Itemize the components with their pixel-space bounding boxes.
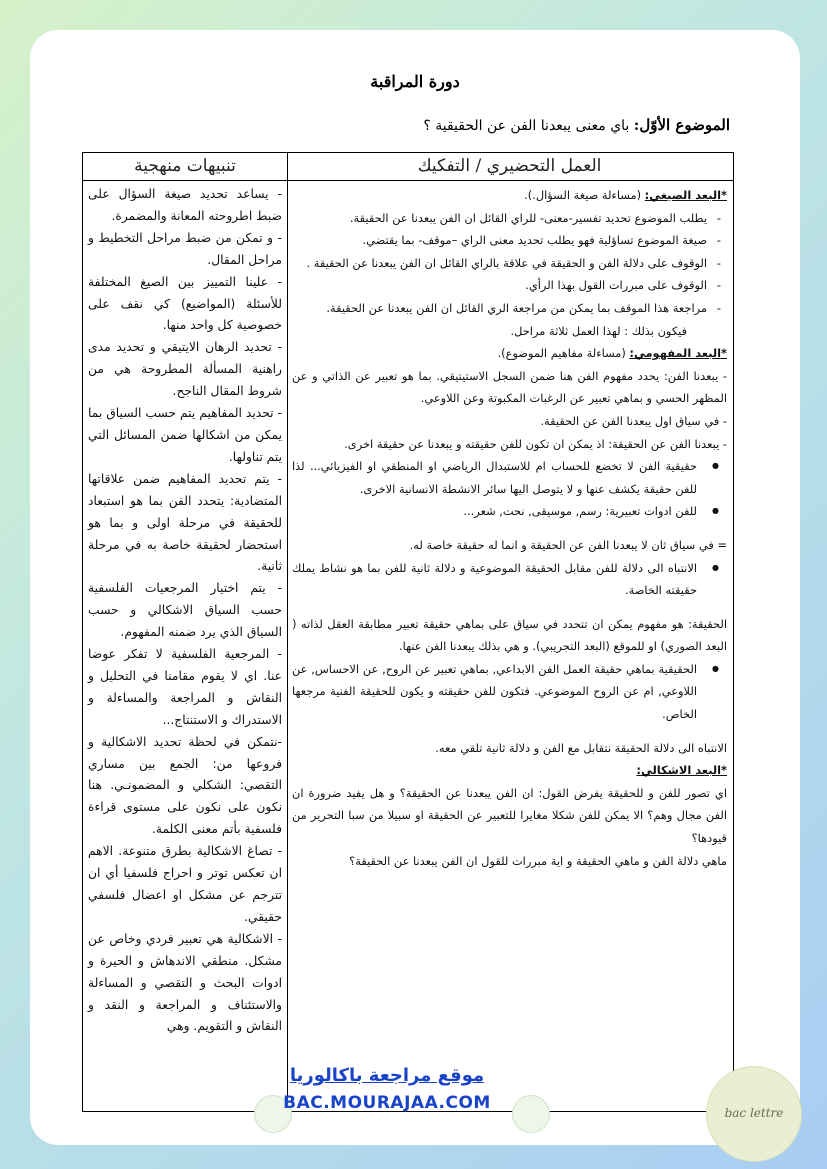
preparatory-work-content [286, 181, 733, 872]
page-title: دورة المراقبة [370, 72, 460, 91]
paragraph: - يبعدنا الفن عن الحقيقة: اذ يمكن ان تكون للفن حقيقته و يبعدنا عن حقيقة اخرى. [344, 436, 727, 451]
site-logo-icon [512, 1095, 550, 1133]
paragraph: اي تصور للفن و للحقيقة يفرض القول: ان الفن يبعدنا عن الحقيقة؟ و هل يفيد ضرورة ان الفن مجال وهم؟ الا يمكن للفن شكلا مغايرا للتعبير عن الحقيقة او سبيلا من سبا التحرير من قيودها؟ [292, 785, 727, 846]
bullet-item: ● حقيقية الفن لا تخضع للحساب ام للاستبدال الرياضي او المنطقي او الفيزيائي... لذا للفن حقيقة يكشف عنها و لا يتوصل اليها سائر الانشطة الانسانية الاخرى. [292, 455, 727, 500]
note-item: - تصاغ الاشكالية بطرق متنوعة. الاهم ان تعكس توتر و احراج فلسفيا أي ان تترجم عن مشكل او اعضال فلسفي حقيقي. [88, 844, 282, 924]
problematic-dimension-label: *البعد الاشكالي: [636, 763, 727, 778]
bullet-item: ● الحقيقية بماهي حقيقة العمل الفن الابداعي, بماهي تعبير عن الروح, عن الاحساس, عن اللاوعي, ام عن الروح الموضوعي. فتكون للفن حقيقته و يكون للحقيقة الفنية مرجعها الخاص. [292, 658, 727, 726]
subject-line [423, 116, 730, 134]
note-item: - يتم تحديد المفاهيم ضمن علاقاتها المتضادية: يتحدد الفن بما هو استبعاد للحقيقة في مرحلة اولى و بما هو استحضار لحقيقة خاصة به في مرحلة ثانية. [88, 471, 282, 574]
note-item: - يتم اختيار المرجعيات الفلسفية حسب السياق الاشكالي و حسب السياق الذي يرد ضمنه المفهوم. [88, 581, 282, 640]
note-item: - علينا التمييز بين الصيغ المختلفة للأسئلة (المواضيع) كي نقف على خصوصية كل واحد منها. [88, 274, 282, 333]
preparatory-work-header: العمل التحضيري / التفكيك [286, 153, 733, 181]
paragraph: = في سياق ثان لا يبعدنا الفن عن الحقيقة و انما له حقيقة خاصة له. [409, 537, 727, 552]
formal-dimension-text: (مساءلة صيغة السؤال.). [524, 188, 645, 202]
site-name[interactable]: موقع مراجعة باكالوريا [289, 1065, 485, 1086]
formal-dimension-label: *البعد الصيغي: [644, 188, 727, 202]
bullet-item: ● للفن ادوات تعبيرية: رسم, موسيقى, نحت, شعر... [292, 500, 727, 523]
note-item: - المرجعية الفلسفية لا تفكر عوضا عنا. اي لا يقوم مقامنا في التحليل و النقاش و المراجعة والمساءلة و الاستدراك و الاستنتاج... [88, 647, 282, 727]
list-item: - الوقوف على دلالة الفن و الحقيقة في علاقة بالراي القائل ان الفن يبعدنا عن الحقيقة . [292, 252, 727, 275]
list-item: - الوقوف على مبررات القول بهذا الرأي. [292, 274, 727, 297]
paragraph: - في سياق اول يبعدنا الفن عن الحقيقة. [540, 413, 727, 428]
site-url[interactable]: BAC.MOURAJAA.COM [283, 1093, 491, 1113]
paragraph: ماهي دلالة الفن و ماهي الحقيقة و اية مبررات للقول ان الفن يبعدنا عن الحقيقة؟ [349, 853, 727, 868]
note-item: - و تمكن من ضبط مراحل التخطيط و مراحل المقال. [88, 230, 282, 267]
paragraph: - يبعدنا الفن: يحدد مفهوم الفن هنا ضمن السجل الاستيتيقي. بما هو تعبير عن الذاتي و عن المظهر الحسي و بماهي تعبير عن الرغبات المكبوتة وعن اللاوعي. [292, 368, 727, 406]
site-footer[interactable] [262, 1062, 512, 1116]
note-item: - تحديد المفاهيم يتم حسب السياق بما يمكن من اشكالها ضمن المسائل التي يتم تناولها. [88, 406, 282, 464]
bac-lettre-logo: bac lettre [706, 1066, 802, 1162]
list-item: - صيغة الموضوع تساؤلية فهو يطلب تحديد معنى الراي –موقف- بما يقتضي. [292, 229, 727, 252]
methodological-notes-content [83, 181, 287, 1038]
conceptual-dimension-label: *البعد المفهومي: [629, 346, 727, 361]
list-item: - يطلب الموضوع تحديد تفسير-معنى- للراي القائل ان الفن يبعدنا عن الحقيقة. [292, 207, 727, 230]
page-sheet [30, 30, 800, 1145]
note-item: -نتمكن في لحظة تحديد الاشكالية و فروعها من: الجمع بين مساري التقصي: الشكلي و المضمونـي. هنا نكون على نكون على مستوى قراءة فلسفية بأتم معنى الكلمة. [88, 734, 282, 837]
preparatory-work-column [286, 153, 733, 1111]
methodological-notes-column [83, 153, 288, 1111]
list-item: - مراجعة هذا الموقف بما يمكن من مراجعة الري القائل ان الفن يبعدنا عن الحقيقة. [292, 297, 727, 320]
methodological-notes-header: تنبيهات منهجية [83, 153, 287, 181]
subject-label: الموضوع الأوّل: [633, 116, 730, 134]
note-item: - تحديد الرهان الايتيقي و تحديد مدى راهنية المسألة المطروحة هي من شروط المقال الناجح. [88, 340, 282, 399]
conceptual-dimension-text: (مساءلة مفاهيم الموضوع). [497, 346, 630, 361]
paragraph: فيكون بذلك : لهذا العمل ثلاثة مراحل. [510, 323, 687, 338]
note-item: - الاشكالية هي تعبير فردي وخاص عن مشكل. منطقي الاندهاش و الحيرة و ادوات البحث و التقصي و المساءلة والاستئناف و المراجعة و النقد و النقاش و التقويم. وهي [88, 931, 282, 1034]
paragraph: الانتباه الى دلالة الحقيقة نتقابل مع الفن و دلالة ثانية تلقي معه. [435, 740, 727, 755]
note-item: - يساعد تحديد صيغة السؤال على ضبط اطروحته المعانة والمضمرة. [88, 187, 282, 223]
analysis-table [82, 152, 734, 1112]
paragraph: الحقيقة: هو مفهوم يمكن ان تتحدد في سياق على بماهي حقيقة تعبير مطابقة العقل لذاته ( البعد الصوري) او للموقع (البعد التجريبي). و هي بذلك يبعدنا الفن عنها. [292, 616, 727, 654]
bullet-item: ● الانتباه الى دلالة للفن مقابل الحقيقة الموضوعية و دلالة ثانية للفن بما هو نشاط يملك حقيقته الخاصة. [292, 557, 727, 602]
subject-text: باي معنى يبعدنا الفن عن الحقيقية ؟ [423, 118, 634, 134]
